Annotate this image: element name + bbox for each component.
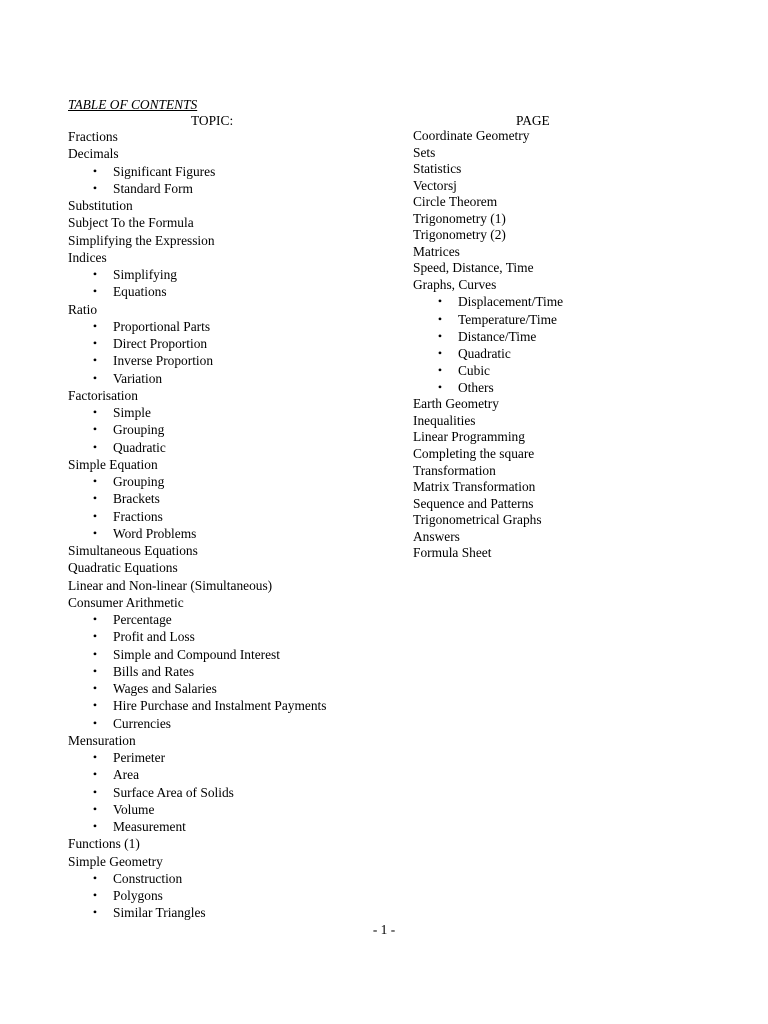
- bullet-icon: •: [92, 784, 98, 799]
- toc-subtopic: [68, 508, 388, 525]
- toc-subtopic: [68, 404, 388, 421]
- toc-entry-label: Grouping: [113, 422, 165, 438]
- bullet-icon: •: [92, 405, 98, 419]
- bullet-icon: •: [92, 612, 98, 626]
- toc-topic: [413, 194, 733, 211]
- toc-entry-label: Vectorsj: [413, 177, 457, 193]
- toc-entry-label: Standard Form: [113, 180, 193, 196]
- toc-subtopic: [68, 646, 388, 663]
- toc-topic: [68, 197, 388, 214]
- topic-column-label: TOPIC:: [191, 113, 234, 128]
- bullet-icon: •: [92, 888, 98, 902]
- toc-entry-label: Perimeter: [113, 750, 166, 765]
- bullet-icon: •: [92, 663, 98, 678]
- bullet-icon: •: [437, 311, 443, 326]
- toc-entry-label: Simplifying the Expression: [68, 232, 215, 248]
- toc-entry-label: Quadratic: [458, 345, 511, 361]
- toc-topic: [68, 128, 388, 145]
- toc-subtopic: [68, 801, 388, 818]
- toc-entry-label: Direct Proportion: [113, 336, 208, 351]
- toc-entry-label: Construction: [113, 870, 183, 886]
- toc-entry-label: Matrices: [413, 243, 460, 259]
- toc-entry-label: Substitution: [68, 198, 133, 213]
- bullet-icon: •: [437, 345, 443, 360]
- toc-subtopic: [68, 490, 388, 507]
- bullet-icon: •: [92, 681, 98, 695]
- toc-topic: [68, 853, 388, 870]
- toc-entry-label: Percentage: [113, 612, 172, 627]
- toc-entry-label: Simple and Compound Interest: [113, 646, 280, 662]
- toc-entry-label: Factorisation: [68, 387, 138, 403]
- toc-subtopic: [68, 352, 388, 369]
- toc-topic: [413, 211, 733, 228]
- toc-entry-label: Hire Purchase and Instalment Payments: [113, 698, 327, 714]
- toc-entry-label: Trigonometry (1): [413, 210, 506, 226]
- toc-subtopic: [68, 628, 388, 645]
- toc-subtopic: [68, 784, 388, 801]
- toc-topic: [68, 835, 388, 852]
- toc-entry-label: Polygons: [113, 888, 163, 903]
- toc-topic: [413, 413, 733, 430]
- toc-entry-label: Functions (1): [68, 836, 140, 852]
- toc-entry-label: Surface Area of Solids: [113, 784, 234, 800]
- toc-entry-label: Circle Theorem: [413, 194, 498, 210]
- toc-subtopic: [413, 293, 733, 310]
- toc-topic: [413, 529, 733, 546]
- toc-topic: [413, 496, 733, 513]
- toc-entry-label: Transformation: [413, 462, 496, 478]
- bullet-icon: •: [92, 163, 98, 178]
- toc-entry-label: Statistics: [413, 161, 462, 177]
- toc-entry-label: Area: [113, 767, 140, 783]
- bullet-icon: •: [92, 318, 98, 333]
- toc-subtopic: [68, 715, 388, 732]
- page-column-label: PAGE: [516, 113, 550, 128]
- toc-entry-label: Speed, Distance, Time: [413, 260, 534, 276]
- toc-entry-label: Answers: [413, 528, 460, 544]
- bullet-icon: •: [437, 380, 443, 395]
- toc-entry-label: Quadratic Equations: [68, 560, 178, 576]
- toc-entry-label: Sets: [413, 144, 436, 160]
- bullet-icon: •: [92, 698, 98, 713]
- toc-topic: [413, 429, 733, 446]
- bullet-icon: •: [92, 767, 98, 782]
- toc-entry-label: Measurement: [113, 819, 186, 834]
- toc-entry-label: Cubic: [458, 363, 490, 379]
- toc-topic: [413, 178, 733, 195]
- toc-entry-label: Inequalities: [413, 412, 476, 428]
- toc-entry-label: Graphs, Curves: [413, 276, 497, 292]
- toc-entry-label: Simple Geometry: [68, 853, 163, 869]
- toc-subtopic: [68, 318, 388, 335]
- toc-entry-label: Fractions: [68, 129, 118, 144]
- toc-entry-label: Displacement/Time: [458, 294, 564, 310]
- toc-entry-label: Quadratic: [113, 439, 166, 455]
- toc-entry-label: Simplifying: [113, 267, 177, 282]
- toc-topic: [68, 577, 388, 594]
- toc-topic: [68, 456, 388, 473]
- toc-topic: [413, 227, 733, 244]
- bullet-icon: •: [437, 328, 443, 343]
- toc-subtopic: [68, 887, 388, 904]
- toc-entry-label: Subject To the Formula: [68, 215, 194, 231]
- toc-entry-label: Decimals: [68, 146, 119, 162]
- toc-subtopic: [68, 525, 388, 542]
- bullet-icon: •: [92, 474, 98, 488]
- bullet-icon: •: [92, 370, 98, 385]
- toc-entry-label: Simultaneous Equations: [68, 543, 198, 558]
- toc-subtopic: [68, 697, 388, 714]
- bullet-icon: •: [92, 267, 98, 281]
- toc-subtopic: [68, 335, 388, 352]
- toc-entry-label: Bills and Rates: [113, 663, 195, 679]
- toc-entry-label: Equations: [113, 284, 167, 300]
- toc-subtopic: [68, 283, 388, 300]
- toc-entry-label: Brackets: [113, 491, 160, 507]
- bullet-icon: •: [92, 508, 98, 523]
- toc-subtopic: [68, 421, 388, 438]
- bullet-icon: •: [92, 422, 98, 437]
- toc-entry-label: Word Problems: [113, 525, 197, 541]
- toc-topic: [413, 128, 733, 145]
- toc-entry-label: Proportional Parts: [113, 318, 211, 334]
- toc-entry-label: Simple: [113, 405, 151, 420]
- bullet-icon: •: [92, 284, 98, 299]
- toc-topic: [413, 260, 733, 277]
- toc-topic: [68, 387, 388, 404]
- toc-subtopic: [68, 904, 388, 921]
- toc-subtopic: [68, 163, 388, 180]
- toc-topic: [413, 161, 733, 178]
- toc-topic: [68, 232, 388, 249]
- toc-topic: [68, 559, 388, 576]
- toc-topic: [68, 214, 388, 231]
- toc-subtopic: [68, 663, 388, 680]
- toc-entry-label: Grouping: [113, 474, 165, 489]
- toc-topic: [413, 396, 733, 413]
- bullet-icon: •: [92, 750, 98, 764]
- toc-subtopic: [68, 266, 388, 283]
- bullet-icon: •: [92, 646, 98, 661]
- toc-left-column: [68, 128, 388, 922]
- toc-entry-label: Linear and Non-linear (Simultaneous): [68, 577, 273, 593]
- toc-entry-label: Inverse Proportion: [113, 353, 214, 369]
- toc-entry-label: Indices: [68, 249, 107, 265]
- toc-subtopic: [68, 370, 388, 387]
- toc-topic: [68, 249, 388, 266]
- toc-entry-label: Significant Figures: [113, 163, 216, 179]
- toc-subtopic: [413, 328, 733, 345]
- bullet-icon: •: [92, 439, 98, 454]
- toc-entry-label: Similar Triangles: [113, 905, 206, 921]
- toc-entry-label: Matrix Transformation: [413, 479, 536, 495]
- toc-right-column: [413, 128, 733, 562]
- bullet-icon: •: [92, 715, 98, 730]
- toc-heading: TABLE OF CONTENTS: [68, 97, 198, 112]
- toc-entry-label: Trigonometry (2): [413, 227, 506, 243]
- toc-topic: [68, 145, 388, 162]
- toc-entry-label: Profit and Loss: [113, 629, 195, 645]
- toc-entry-label: Ratio: [68, 301, 98, 317]
- toc-entry-label: Coordinate Geometry: [413, 128, 530, 143]
- toc-topic: [413, 463, 733, 480]
- toc-entry-label: Distance/Time: [458, 328, 537, 344]
- bullet-icon: •: [92, 353, 98, 368]
- toc-subtopic: [413, 311, 733, 328]
- bullet-icon: •: [92, 905, 98, 920]
- toc-subtopic: [68, 611, 388, 628]
- toc-subtopic: [68, 439, 388, 456]
- toc-subtopic: [68, 180, 388, 197]
- bullet-icon: •: [92, 180, 98, 195]
- toc-topic: [413, 244, 733, 261]
- toc-entry-label: Trigonometrical Graphs: [413, 512, 542, 528]
- toc-entry-label: Volume: [113, 801, 155, 817]
- toc-subtopic: [413, 345, 733, 362]
- toc-entry-label: Sequence and Patterns: [413, 495, 534, 511]
- toc-subtopic: [68, 818, 388, 835]
- toc-entry-label: Wages and Salaries: [113, 681, 217, 696]
- bullet-icon: •: [92, 819, 98, 833]
- toc-entry-label: Earth Geometry: [413, 396, 499, 412]
- bullet-icon: •: [437, 363, 443, 378]
- bullet-icon: •: [92, 870, 98, 885]
- toc-topic: [413, 145, 733, 162]
- page-number: - 1 -: [372, 922, 396, 937]
- toc-entry-label: Variation: [113, 370, 163, 386]
- bullet-icon: •: [92, 491, 98, 506]
- toc-topic: [68, 732, 388, 749]
- toc-entry-label: Fractions: [113, 508, 163, 524]
- toc-subtopic: [68, 766, 388, 783]
- toc-entry-label: Formula Sheet: [413, 545, 492, 561]
- toc-topic: [413, 545, 733, 562]
- toc-entry-label: Temperature/Time: [458, 311, 557, 327]
- toc-subtopic: [68, 473, 388, 490]
- toc-entry-label: Consumer Arithmetic: [68, 594, 184, 610]
- bullet-icon: •: [437, 294, 443, 309]
- toc-subtopic: [68, 680, 388, 697]
- toc-subtopic: [68, 749, 388, 766]
- toc-entry-label: Others: [458, 380, 494, 396]
- bullet-icon: •: [92, 336, 98, 350]
- toc-topic: [413, 479, 733, 496]
- toc-topic: [68, 542, 388, 559]
- toc-topic: [413, 277, 733, 294]
- toc-subtopic: [413, 379, 733, 396]
- toc-entry-label: Completing the square: [413, 445, 535, 461]
- toc-topic: [413, 512, 733, 529]
- bullet-icon: •: [92, 525, 98, 540]
- toc-entry-label: Currencies: [113, 715, 172, 731]
- bullet-icon: •: [92, 801, 98, 816]
- toc-subtopic: [68, 870, 388, 887]
- toc-entry-label: Simple Equation: [68, 456, 158, 472]
- toc-topic: [68, 594, 388, 611]
- toc-topic: [68, 301, 388, 318]
- toc-entry-label: Linear Programming: [413, 429, 525, 445]
- toc-topic: [413, 446, 733, 463]
- toc-subtopic: [413, 362, 733, 379]
- toc-entry-label: Mensuration: [68, 732, 136, 748]
- bullet-icon: •: [92, 629, 98, 644]
